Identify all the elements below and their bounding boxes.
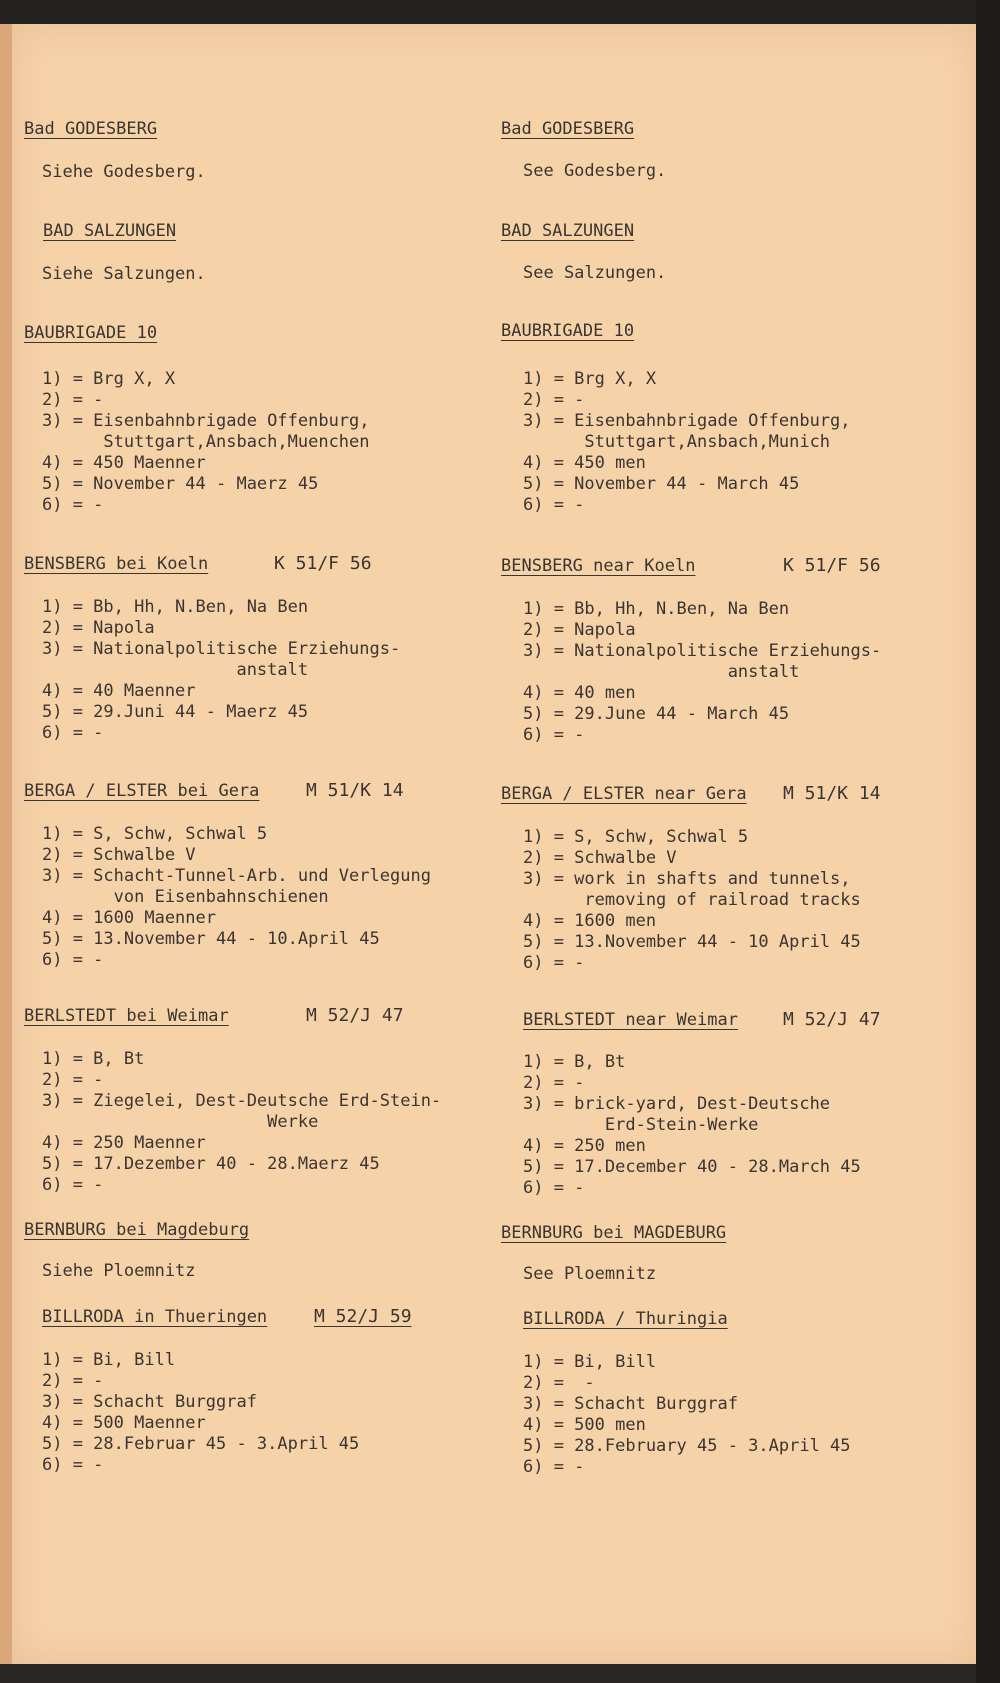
entry-line: 1) = Bb, Hh, N.Ben, Na Ben	[523, 599, 790, 619]
entry-title: Bad GODESBERG	[24, 119, 158, 139]
entry-line: 2) = -	[42, 390, 104, 410]
entry-note: See Ploemnitz	[523, 1264, 657, 1284]
entry-title: BERLSTEDT bei Weimar	[24, 1006, 229, 1026]
entry-line: 5) = 28.February 45 - 3.April 45	[523, 1436, 851, 1456]
entry-title: BILLRODA in Thueringen	[42, 1307, 268, 1327]
entry-line: 1) = Bi, Bill	[42, 1350, 176, 1370]
map-reference: M 52/J 47	[783, 1009, 881, 1030]
map-reference: M 52/J 59	[314, 1306, 412, 1327]
entry-line: 4) = 500 men	[523, 1415, 646, 1435]
entry-line: 1) = Brg X, X	[523, 369, 657, 389]
entry-note: See Salzungen.	[523, 263, 667, 283]
map-reference: M 51/K 14	[306, 780, 404, 801]
entry-title: BAD SALZUNGEN	[501, 221, 635, 241]
map-reference: M 52/J 47	[306, 1005, 404, 1026]
entry-line: 4) = 1600 men	[523, 911, 657, 931]
entry-line: 3) = Schacht-Tunnel-Arb. und Verlegung	[42, 866, 431, 886]
entry-line: 4) = 250 men	[523, 1136, 646, 1156]
entry-line: 6) = -	[42, 723, 104, 743]
entry-line: 2) = -	[523, 1073, 585, 1093]
entry-line: 5) = 13.November 44 - 10.April 45	[42, 929, 380, 949]
entry-title: BERGA / ELSTER bei Gera	[24, 781, 260, 801]
entry-line: 2) = -	[42, 1371, 104, 1391]
entry-line: 4) = 450 Maenner	[42, 453, 206, 473]
entry-line: 6) = -	[42, 495, 104, 515]
entry-line: 5) = 13.November 44 - 10 April 45	[523, 932, 861, 952]
entry-line: 2) = Schwalbe V	[523, 848, 677, 868]
entry-line: 1) = Brg X, X	[42, 369, 176, 389]
entry-line: 3) = Ziegelei, Dest-Deutsche Erd-Stein-	[42, 1091, 442, 1111]
entry-line: 1) = Bb, Hh, N.Ben, Na Ben	[42, 597, 309, 617]
entry-line: 5) = 17.Dezember 40 - 28.Maerz 45	[42, 1154, 380, 1174]
entry-line: 3) = Eisenbahnbrigade Offenburg,	[523, 411, 851, 431]
entry-line: 4) = 1600 Maenner	[42, 908, 216, 928]
entry-title: Bad GODESBERG	[501, 119, 635, 139]
entry-line: Stuttgart,Ansbach,Muenchen	[42, 432, 370, 452]
entry-line: 4) = 450 men	[523, 453, 646, 473]
entry-line: 4) = 250 Maenner	[42, 1133, 206, 1153]
entry-line: 4) = 500 Maenner	[42, 1413, 206, 1433]
entry-note: Siehe Ploemnitz	[42, 1261, 196, 1281]
entry-line: Werke	[42, 1112, 319, 1132]
entry-title: BAUBRIGADE 10	[24, 323, 158, 343]
map-reference: K 51/F 56	[274, 553, 372, 574]
entry-title: BENSBERG near Koeln	[501, 556, 696, 576]
entry-line: 6) = -	[523, 1457, 585, 1477]
entry-line: 2) = Napola	[523, 620, 636, 640]
entry-line: 1) = B, Bt	[42, 1049, 145, 1069]
scan-border-top	[0, 0, 1000, 24]
entry-line: 6) = -	[523, 1178, 585, 1198]
entry-line: 5) = 28.Februar 45 - 3.April 45	[42, 1434, 360, 1454]
entry-line: 1) = S, Schw, Schwal 5	[523, 827, 749, 847]
entry-line: 6) = -	[523, 953, 585, 973]
entry-line: removing of railroad tracks	[523, 890, 861, 910]
entry-line: 3) = Nationalpolitische Erziehungs-	[42, 639, 401, 659]
entry-line: 1) = S, Schw, Schwal 5	[42, 824, 268, 844]
entry-line: 2) = -	[523, 1373, 595, 1393]
entry-line: 5) = 29.June 44 - March 45	[523, 704, 790, 724]
entry-line: Erd-Stein-Werke	[523, 1115, 759, 1135]
entry-line: 5) = 29.Juni 44 - Maerz 45	[42, 702, 309, 722]
entry-line: 1) = B, Bt	[523, 1052, 626, 1072]
entry-line: 5) = November 44 - Maerz 45	[42, 474, 319, 494]
entry-line: anstalt	[42, 660, 309, 680]
map-reference: M 51/K 14	[783, 783, 881, 804]
entry-line: 3) = brick-yard, Dest-Deutsche	[523, 1094, 831, 1114]
entry-line: 2) = Napola	[42, 618, 155, 638]
entry-line: 4) = 40 men	[523, 683, 636, 703]
document-page	[12, 24, 978, 1664]
entry-line: 3) = Eisenbahnbrigade Offenburg,	[42, 411, 370, 431]
entry-title: BAUBRIGADE 10	[501, 321, 635, 341]
entry-line: 2) = Schwalbe V	[42, 845, 196, 865]
entry-line: von Eisenbahnschienen	[42, 887, 329, 907]
entry-line: 5) = 17.December 40 - 28.March 45	[523, 1157, 861, 1177]
entry-line: 6) = -	[42, 1175, 104, 1195]
map-reference: K 51/F 56	[783, 555, 881, 576]
entry-line: 3) = work in shafts and tunnels,	[523, 869, 851, 889]
entry-line: 2) = -	[523, 390, 585, 410]
entry-line: Stuttgart,Ansbach,Munich	[523, 432, 831, 452]
entry-line: 6) = -	[42, 1455, 104, 1475]
entry-line: 2) = -	[42, 1070, 104, 1090]
entry-line: 1) = Bi, Bill	[523, 1352, 657, 1372]
entry-line: 5) = November 44 - March 45	[523, 474, 800, 494]
entry-title: BILLRODA / Thuringia	[523, 1309, 728, 1329]
entry-title: BENSBERG bei Koeln	[24, 554, 209, 574]
entry-line: 3) = Nationalpolitische Erziehungs-	[523, 641, 882, 661]
entry-line: 3) = Schacht Burggraf	[42, 1392, 257, 1412]
entry-line: 6) = -	[523, 495, 585, 515]
entry-title: BERLSTEDT near Weimar	[523, 1010, 738, 1030]
entry-title: BERNBURG bei MAGDEBURG	[501, 1223, 727, 1243]
entry-note: Siehe Godesberg.	[42, 162, 206, 182]
entry-note: Siehe Salzungen.	[42, 264, 206, 284]
entry-line: 4) = 40 Maenner	[42, 681, 196, 701]
entry-title: BERNBURG bei Magdeburg	[24, 1220, 250, 1240]
entry-title: BAD SALZUNGEN	[43, 221, 177, 241]
entry-line: 6) = -	[42, 950, 104, 970]
entry-note: See Godesberg.	[523, 161, 667, 181]
entry-line: anstalt	[523, 662, 800, 682]
scan-border-right	[976, 0, 1000, 1683]
entry-line: 6) = -	[523, 725, 585, 745]
entry-title: BERGA / ELSTER near Gera	[501, 784, 747, 804]
entry-line: 3) = Schacht Burggraf	[523, 1394, 738, 1414]
